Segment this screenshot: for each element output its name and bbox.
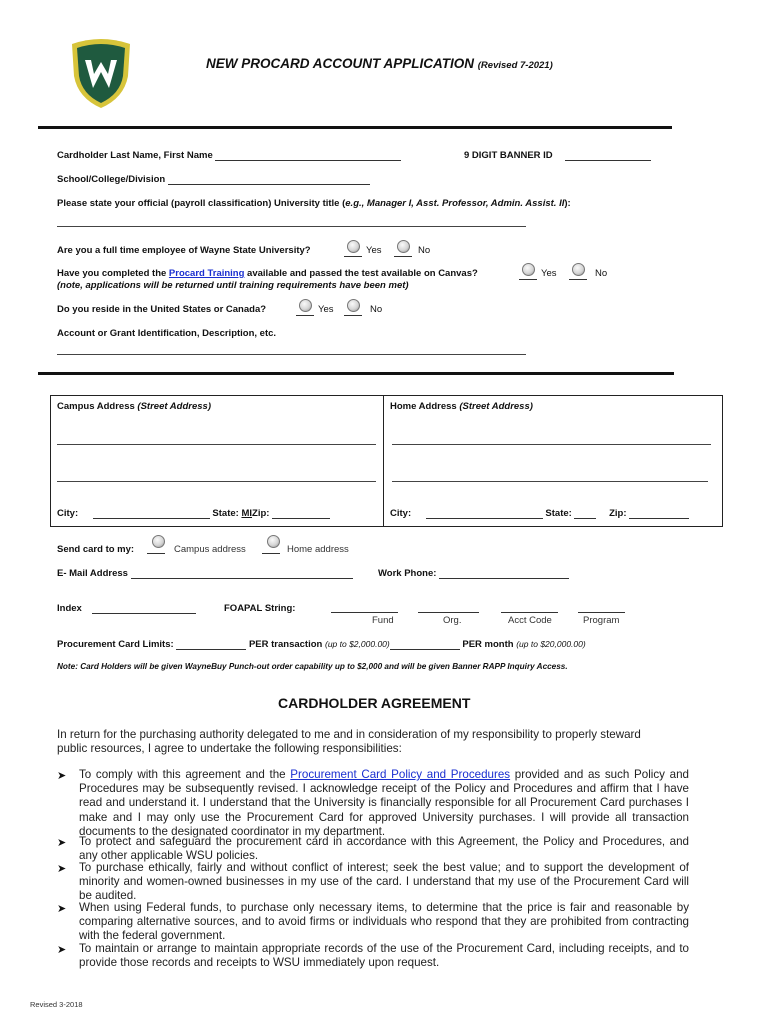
home-state-field[interactable] xyxy=(574,518,596,519)
address-box-divider xyxy=(383,395,384,527)
acct-code-field[interactable] xyxy=(501,612,558,613)
home-address-line-2[interactable] xyxy=(392,481,708,482)
limits-label: Procurement Card Limits: xyxy=(57,639,174,650)
reside-question: Do you reside in the United States or Canada? xyxy=(57,304,267,315)
send-card-label: Send card to my: xyxy=(57,544,135,555)
fulltime-yes-radio[interactable] xyxy=(347,240,360,253)
bullet-arrow-icon: ➤ xyxy=(57,863,67,875)
send-campus-label: Campus address xyxy=(174,544,246,555)
send-campus-line xyxy=(147,553,165,554)
org-label: Org. xyxy=(443,615,462,626)
campus-zip-label: Zip: xyxy=(252,508,270,519)
agreement-item-1: To comply with this agreement and the Procurement Card Policy and Procedures provided and as such Policy and Procedures may be subsequently revised. I acknowledge receipt of the Policy and Procedures and affirm that I have read and understand it. I understand that the University is financially responsible for all Procurement Card purchases I make and I may only use the Procurement Card for approved University purchases. I will provide all transaction documents to the designated coordinator in my department. xyxy=(79,768,690,838)
cardholder-name-field[interactable] xyxy=(215,160,401,161)
home-zip-label: Zip: xyxy=(609,508,627,519)
org-field[interactable] xyxy=(418,612,479,613)
reside-yes-label: Yes xyxy=(318,304,334,315)
fulltime-yes-label: Yes xyxy=(366,245,382,256)
title-example: e.g., Manager I, Asst. Professor, Admin. Assist. II xyxy=(345,198,565,209)
work-phone-row xyxy=(378,568,569,579)
bullet-arrow-icon: ➤ xyxy=(57,944,67,956)
home-city-row xyxy=(390,508,689,519)
banner-id-field[interactable] xyxy=(565,160,651,161)
send-home-line xyxy=(262,553,280,554)
index-label: Index xyxy=(57,603,82,614)
per-transaction-label: PER transaction xyxy=(248,639,323,650)
bullet-arrow-icon: ➤ xyxy=(57,770,67,782)
agreement-item-4: When using Federal funds, to purchase only necessary items, to determine that the price is fair and reasonable by comparing alternative sources, and to avoid firms or individuals who respond that they are prohibited from contracting with the federal government. xyxy=(79,901,689,943)
email-field[interactable] xyxy=(131,578,353,579)
reside-no-radio[interactable] xyxy=(347,299,360,312)
index-field[interactable] xyxy=(92,613,196,614)
agreement-item-2: To protect and safeguard the procurement card in accordance with this Agreement, the Policy and Procedures, and any other applicable WSU policies. xyxy=(79,835,689,863)
agreement-item-3: To purchase ethically, fairly and without conflict of interest; seek the best value; and to support the development of minority and women-owned businesses in my use of the card. I understand that my use of the Procurement Card will be audited. xyxy=(79,861,689,903)
training-no-radio[interactable] xyxy=(572,263,585,276)
banner-id-label: 9 DIGIT BANNER ID xyxy=(464,150,553,161)
bullet-arrow-icon: ➤ xyxy=(57,837,67,849)
school-field[interactable] xyxy=(168,184,370,185)
school-row xyxy=(57,174,370,185)
reside-yes-radio[interactable] xyxy=(299,299,312,312)
campus-address-line-2[interactable] xyxy=(57,481,376,482)
procard-training-link[interactable]: Procard Training xyxy=(168,268,245,279)
agreement-heading: CARDHOLDER AGREEMENT xyxy=(278,695,471,711)
send-campus-radio[interactable] xyxy=(152,535,165,548)
agreement-item-5: To maintain or arrange to maintain appropriate records of the use of the Procurement Card, including receipts, and to provide those records and receipts to WSU immediately upon request. xyxy=(79,942,689,970)
email-label: E- Mail Address xyxy=(57,568,128,579)
fulltime-no-radio[interactable] xyxy=(397,240,410,253)
wsu-shield-logo xyxy=(66,36,136,110)
divider-top xyxy=(38,126,672,129)
acct-code-label: Acct Code xyxy=(508,615,552,626)
home-address-label: Home Address (Street Address) xyxy=(390,401,533,412)
title-revised: (Revised 7-2021) xyxy=(477,60,553,71)
per-transaction-field[interactable] xyxy=(176,649,246,650)
banner-id-row xyxy=(464,150,651,161)
per-transaction-max: (up to $2,000.00) xyxy=(324,639,390,649)
campus-state-label: State: xyxy=(212,508,239,519)
account-field[interactable] xyxy=(57,354,526,355)
training-yes-line xyxy=(519,279,537,280)
home-city-label: City: xyxy=(390,508,412,519)
home-address-line-1[interactable] xyxy=(392,444,711,445)
foapal-label: FOAPAL String: xyxy=(224,603,296,614)
home-state-label: State: xyxy=(545,508,572,519)
fulltime-yes-line xyxy=(344,256,362,257)
campus-address-label: Campus Address (Street Address) xyxy=(57,401,211,412)
send-home-label: Home address xyxy=(287,544,349,555)
send-home-radio[interactable] xyxy=(267,535,280,548)
training-yes-label: Yes xyxy=(541,268,557,279)
training-question: Have you completed the Procard Training available and passed the test available on Canvas? xyxy=(57,268,478,279)
training-note: (note, applications will be returned until training requirements have been met) xyxy=(57,280,409,291)
card-holder-note: Note: Card Holders will be given WayneBuy Punch-out order capability up to $2,000 and will be given Banner RAPP Inquiry Access. xyxy=(57,662,568,671)
campus-state-value[interactable]: MI xyxy=(241,508,253,519)
limits-row xyxy=(57,639,586,650)
per-month-label: PER month xyxy=(462,639,514,650)
training-no-line xyxy=(569,279,587,280)
fulltime-no-line xyxy=(394,256,412,257)
title-field[interactable] xyxy=(57,226,526,227)
program-label: Program xyxy=(583,615,620,626)
school-label: School/College/Division xyxy=(57,174,166,185)
title-question: Please state your official (payroll classification) University title (e.g., Manager I, Asst. Professor, Admin. Assist. II): xyxy=(57,198,571,209)
work-phone-label: Work Phone: xyxy=(378,568,437,579)
form-title: NEW PROCARD ACCOUNT APPLICATION (Revised 7-2021) xyxy=(206,56,553,71)
campus-zip-field[interactable] xyxy=(272,518,330,519)
email-row xyxy=(57,568,353,579)
fund-label: Fund xyxy=(372,615,394,626)
campus-city-field[interactable] xyxy=(93,518,210,519)
reside-yes-line xyxy=(296,315,314,316)
cardholder-name-label: Cardholder Last Name, First Name xyxy=(57,150,213,161)
cardholder-name-row xyxy=(57,150,401,161)
bullet-arrow-icon: ➤ xyxy=(57,903,67,915)
footer-revised: Revised 3-2018 xyxy=(30,1000,83,1009)
fulltime-question: Are you a full time employee of Wayne State University? xyxy=(57,245,311,256)
agreement-intro: In return for the purchasing authority delegated to me and in consideration of my responsibility to properly steward public resources, I agree to undertake the following responsibilities: xyxy=(57,728,641,756)
reside-no-line xyxy=(344,315,362,316)
reside-no-label: No xyxy=(370,304,383,315)
fund-field[interactable] xyxy=(331,612,398,613)
campus-city-label: City: xyxy=(57,508,79,519)
home-zip-field[interactable] xyxy=(629,518,689,519)
per-month-max: (up to $20,000.00) xyxy=(516,639,586,649)
per-month-field[interactable] xyxy=(390,649,460,650)
fulltime-no-label: No xyxy=(418,245,431,256)
work-phone-field[interactable] xyxy=(439,578,569,579)
home-city-field[interactable] xyxy=(426,518,543,519)
account-label: Account or Grant Identification, Description, etc. xyxy=(57,328,277,339)
procurement-policy-link[interactable]: Procurement Card Policy and Procedures xyxy=(290,768,511,781)
training-no-label: No xyxy=(595,268,608,279)
campus-address-line-1[interactable] xyxy=(57,444,376,445)
program-field[interactable] xyxy=(578,612,625,613)
divider-mid xyxy=(38,372,674,375)
training-yes-radio[interactable] xyxy=(522,263,535,276)
index-row xyxy=(57,603,196,614)
campus-city-row xyxy=(57,508,330,519)
